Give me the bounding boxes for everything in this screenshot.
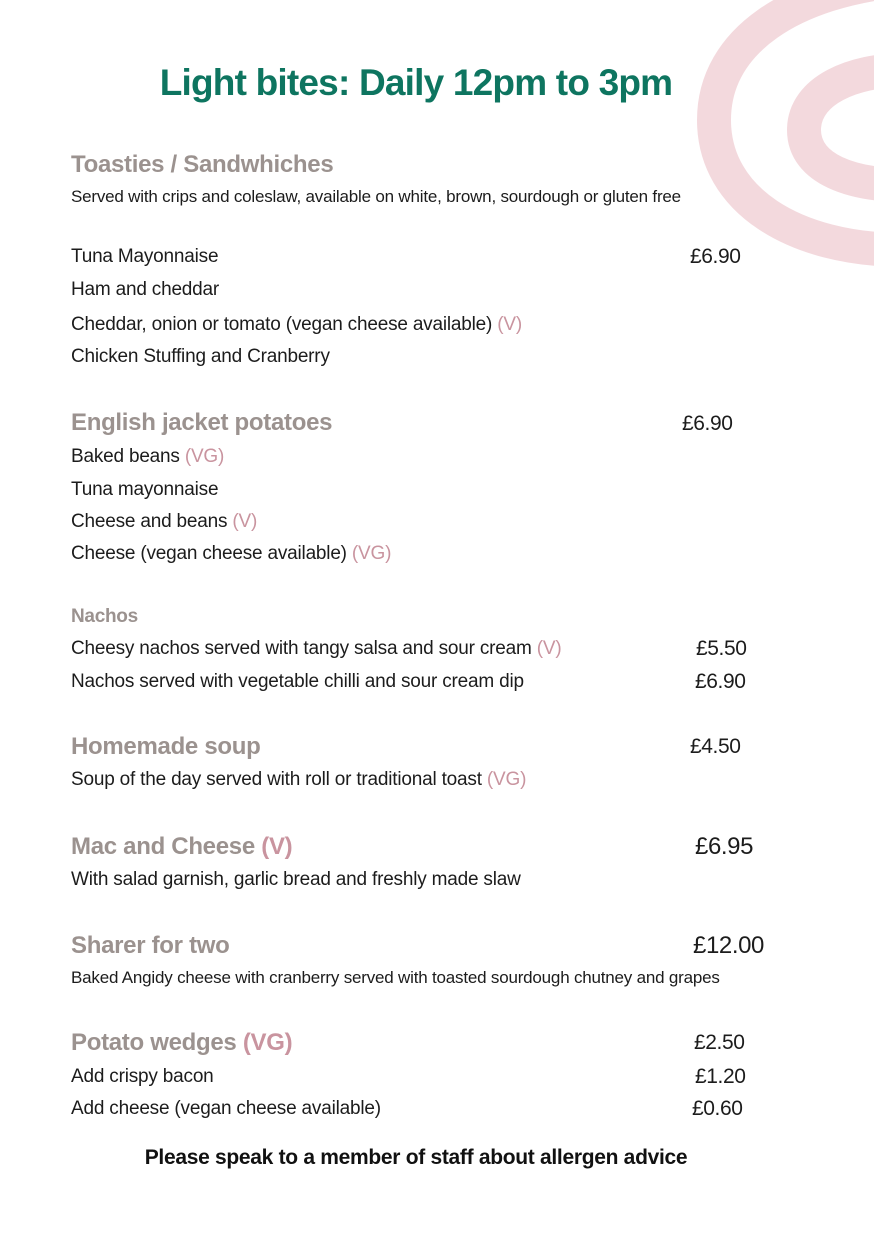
item-name: Baked beans (71, 446, 180, 467)
section-price-sharer: £12.00 (693, 932, 765, 959)
section-heading-potato-wedges (71, 1029, 292, 1057)
menu-title: Light bites: Daily 12pm to 3pm (159, 62, 673, 103)
dietary-tag: (VG) (242, 1029, 293, 1056)
allergen-notice: Please speak to a member of staff about allergen advice (144, 1146, 688, 1169)
section-price-mac-and-cheese: £6.95 (695, 833, 754, 860)
item-price: £5.50 (696, 637, 747, 660)
decorative-swirl (674, 0, 874, 270)
heading-text: Mac and Cheese (71, 833, 255, 860)
section-price-potato-wedges: £2.50 (694, 1031, 745, 1054)
section-price-soup: £4.50 (690, 735, 741, 758)
section-heading-soup: Homemade soup (71, 733, 261, 760)
dietary-tag: (V) (261, 833, 293, 860)
section-price-jacket-potatoes: £6.90 (682, 412, 733, 435)
dietary-tag: (V) (497, 314, 522, 335)
menu-item: Tuna mayonnaise (71, 479, 219, 500)
menu-item (71, 446, 224, 468)
item-name: Cheesy nachos served with tangy salsa and sour cream (71, 638, 532, 659)
menu-item: Chicken Stuffing and Cranberry (71, 346, 330, 367)
menu-item (71, 543, 391, 565)
item-price: £6.90 (695, 670, 746, 693)
dietary-tag: (VG) (486, 769, 527, 790)
section-description-soup (71, 769, 526, 791)
menu-item: Add crispy bacon (71, 1066, 214, 1087)
menu-item: Add cheese (vegan cheese available) (71, 1098, 381, 1119)
dietary-tag: (VG) (351, 543, 392, 564)
section-heading-mac-and-cheese (71, 833, 292, 861)
menu-item (71, 511, 257, 533)
item-name: Soup of the day served with roll or traditional toast (71, 769, 482, 790)
section-heading-nachos: Nachos (71, 606, 138, 627)
section-description-toasties: Served with crips and coleslaw, available on white, brown, sourdough or gluten free (71, 187, 681, 206)
section-description-mac-and-cheese: With salad garnish, garlic bread and freshly made slaw (71, 869, 521, 890)
item-name: Cheese and beans (71, 511, 228, 532)
heading-text: Potato wedges (71, 1029, 237, 1056)
menu-item (71, 638, 561, 660)
dietary-tag: (V) (232, 511, 258, 532)
section-description-sharer: Baked Angidy cheese with cranberry served with toasted sourdough chutney and grapes (71, 968, 720, 987)
section-heading-sharer: Sharer for two (71, 932, 230, 959)
dietary-tag: (VG) (184, 446, 225, 467)
menu-item: Tuna Mayonnaise (71, 246, 219, 267)
item-name: Cheddar, onion or tomato (vegan cheese available) (71, 314, 493, 335)
dietary-tag: (V) (536, 638, 562, 659)
section-heading-toasties: Toasties / Sandwhiches (71, 151, 334, 178)
item-price: £0.60 (692, 1097, 743, 1120)
menu-item: Nachos served with vegetable chilli and sour cream dip (71, 671, 524, 692)
menu-item: Ham and cheddar (71, 279, 220, 300)
item-name: Cheese (vegan cheese available) (71, 543, 347, 564)
item-price: £1.20 (695, 1065, 746, 1088)
section-heading-jacket-potatoes: English jacket potatoes (71, 409, 333, 436)
menu-item (71, 314, 522, 336)
item-price: £6.90 (690, 245, 741, 268)
